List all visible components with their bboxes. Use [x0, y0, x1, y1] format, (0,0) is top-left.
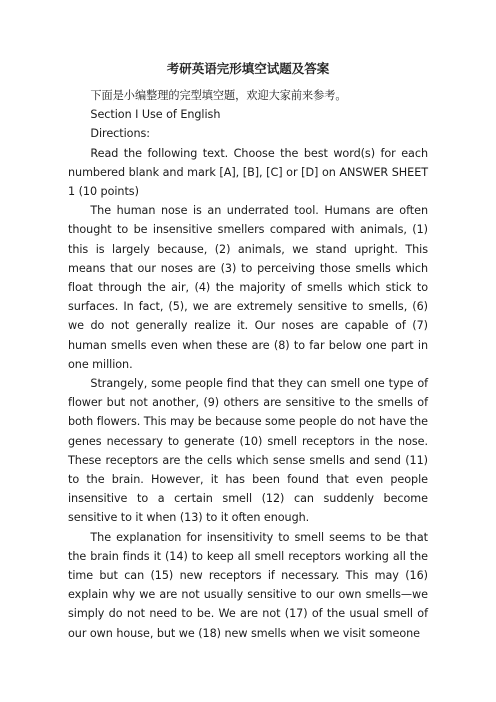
- passage-paragraph-2: Strangely, some people find that they can smell one type of flower but not another, (9) others are sensitive to the smells of both flowers. This may be because some people do not have the genes necessary to generate (10) smell receptors in the nose. These receptors are the cells which sense smells and send (11) to the brain. However, it has been found that even people insensitive to a certain smell (12) can suddenly become sensitive to it when (13) to it often enough.: [68, 377, 428, 525]
- document-title: 考研英语完形填空试题及答案: [166, 61, 330, 76]
- passage-paragraph-3: The explanation for insensitivity to smell seems to be that the brain finds it (14) to keep all smell receptors working all the time but can (15) new receptors if necessary. This may (16) explain why we are not usually sensitive to our own smells—we simply do not need to be. We are not (17) of the usual smell of our own house, but we (18) new smells when we visit someone: [68, 530, 428, 640]
- intro-paragraph: 下面是小编整理的完型填空题，欢迎大家前来参考。: [90, 89, 347, 102]
- directions-text: Read the following text. Choose the best word(s) for each numbered blank and mark [A], [B], [C] or [D] on ANSWER SHEET 1 (10 points): [68, 146, 428, 199]
- section-heading: Section I Use of English: [90, 108, 221, 122]
- directions-label: Directions:: [90, 127, 150, 141]
- passage-paragraph-1: The human nose is an underrated tool. Humans are often thought to be insensitive smellers compared with animals, (1) this is largely because, (2) animals, we stand upright. This means that our noses are (3) to perceiving those smells which float through the air, (4) the majority of smells which stick to surfaces. In fact, (5), we are extremely sensitive to smells, (6) we do not generally realize it. Our noses are capable of (7) human smells even when these are (8) to far below one part in one million.: [68, 204, 428, 371]
